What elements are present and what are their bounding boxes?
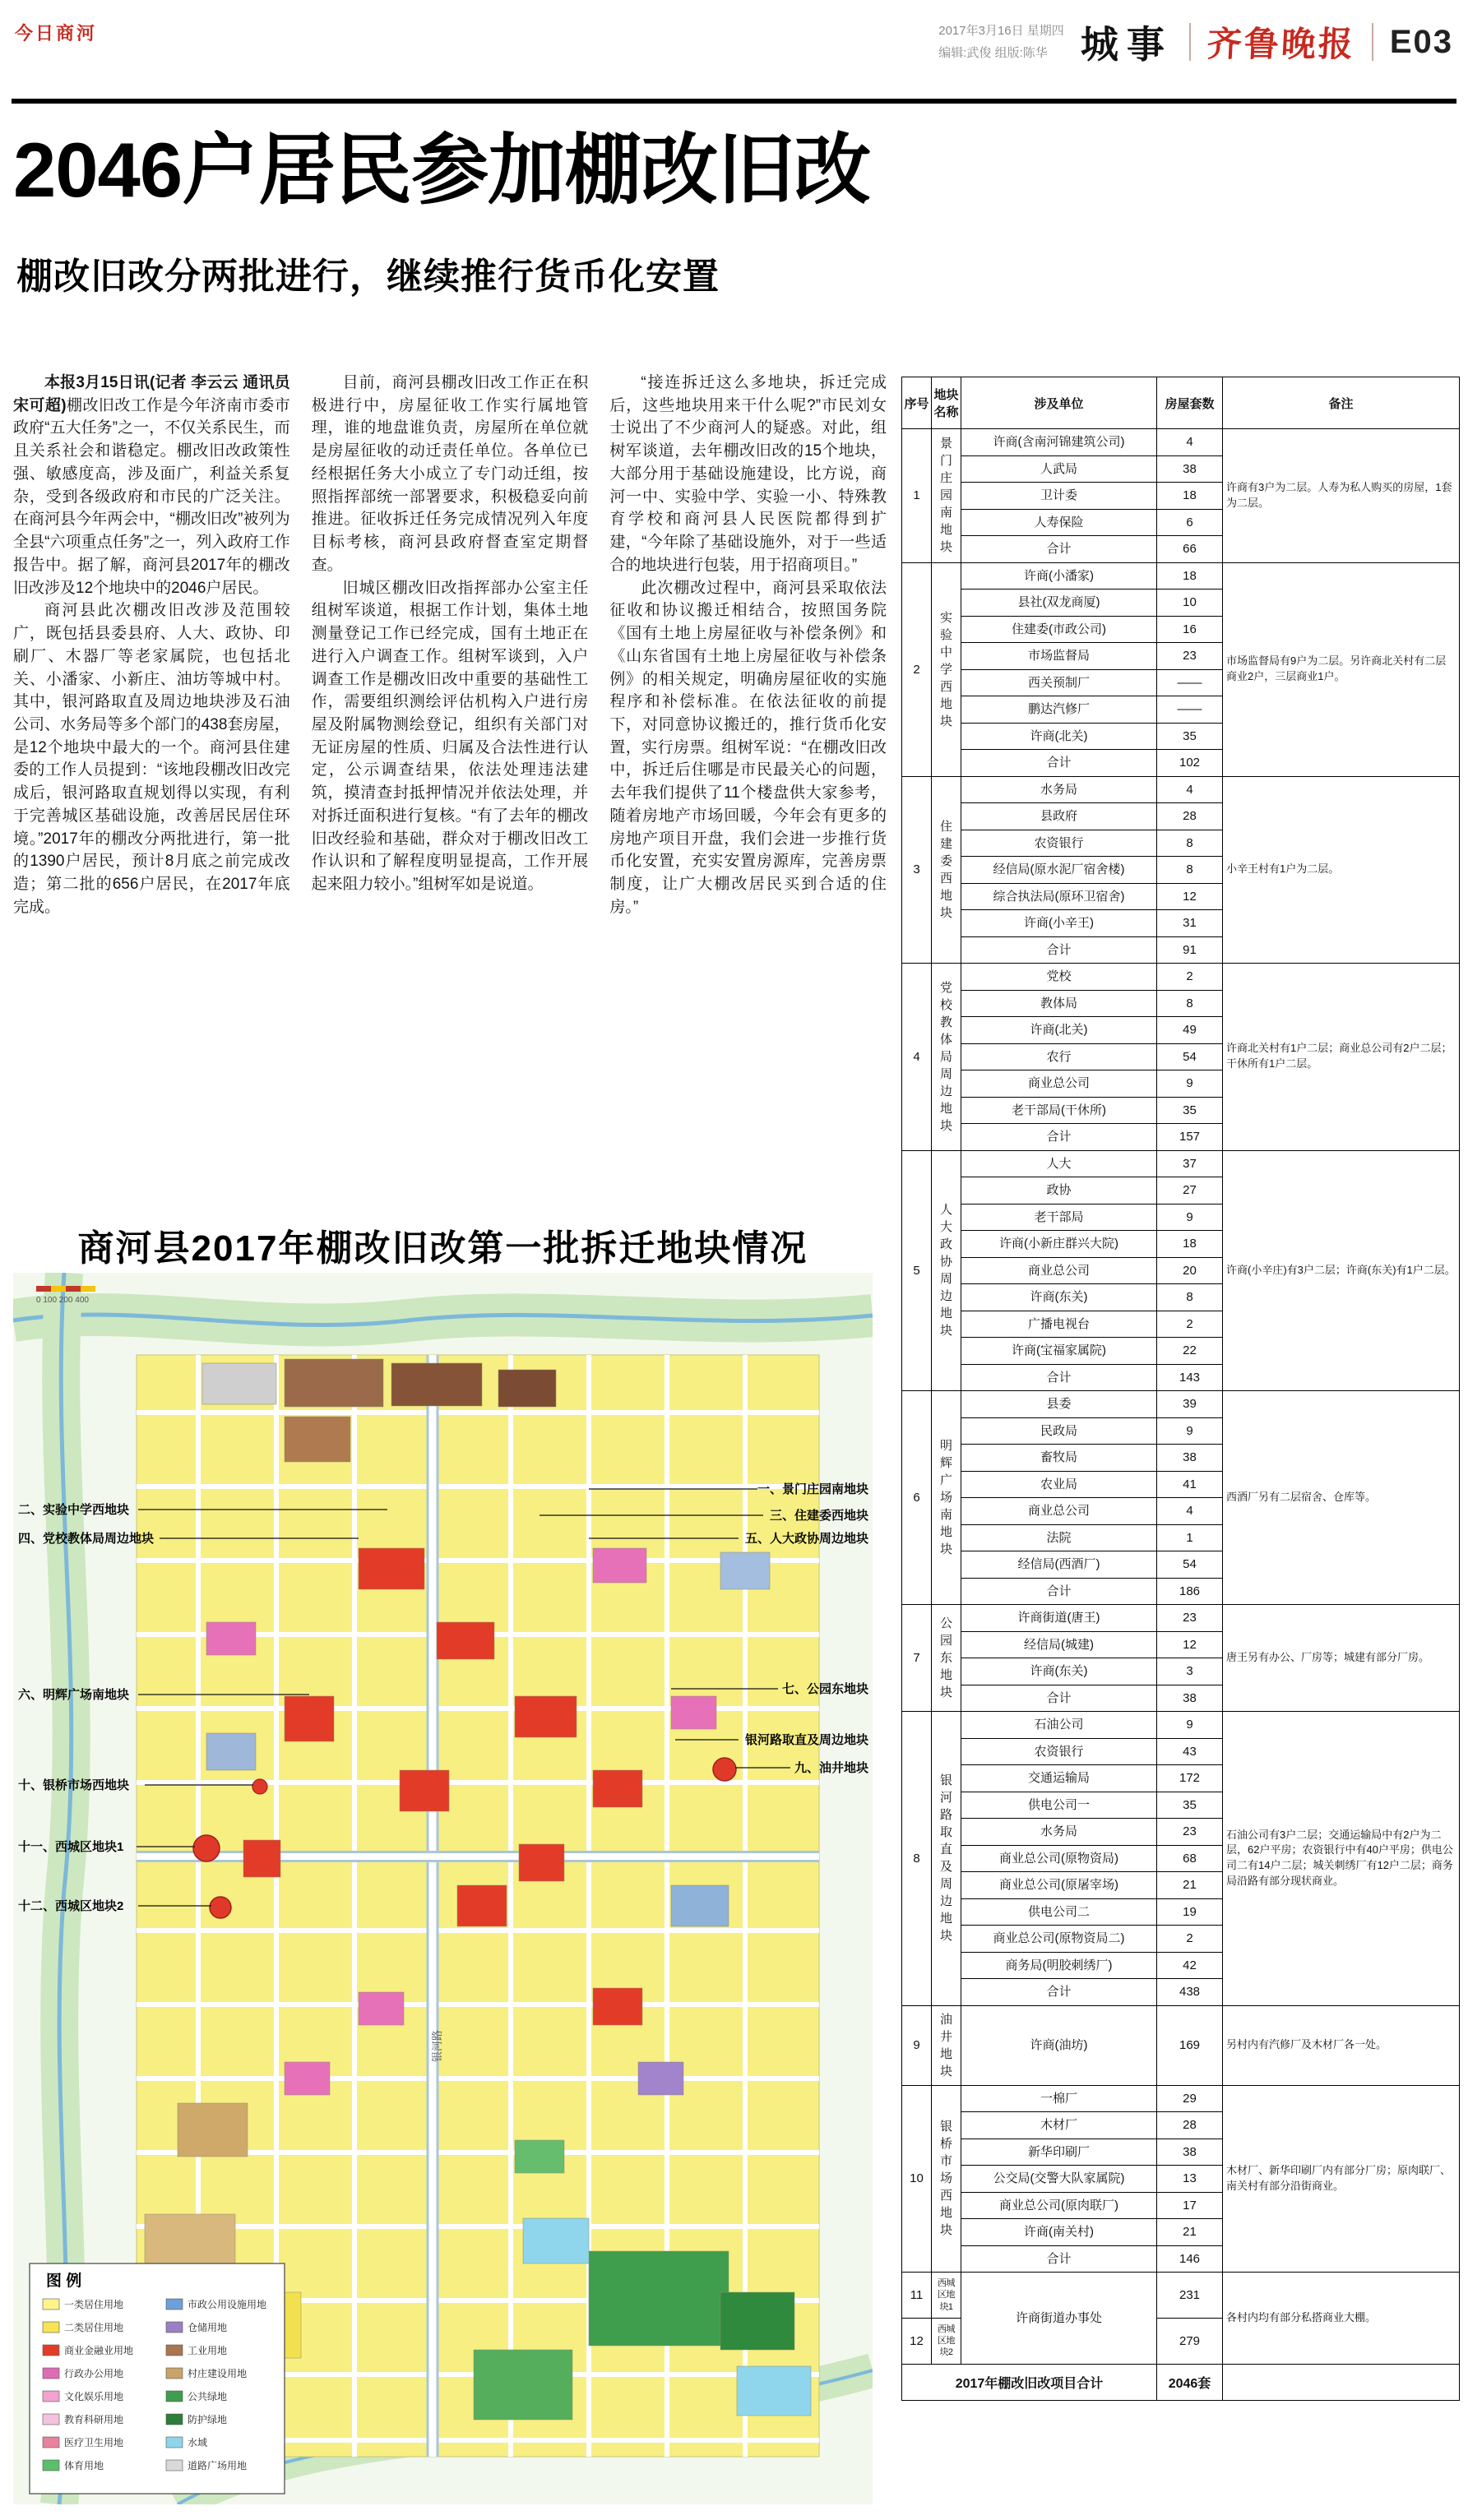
map-label: 三、住建委西地块 [769,1509,868,1523]
unit-name: 许商(小辛王) [961,910,1157,937]
unit-count: 1 [1157,1524,1223,1551]
legend-swatch [166,2460,183,2471]
unit-name: 石油公司 [961,1712,1157,1739]
unit-count: —— [1157,669,1223,696]
unit-name: 市场监督局 [961,643,1157,670]
map-label: 二、实验中学西地块 [18,1503,130,1517]
unit-count: 10 [1157,590,1223,617]
blocks-table [901,377,1460,2401]
unit-count: 49 [1157,1017,1223,1044]
unit-name: 人武局 [961,455,1157,483]
total-label: 合计 [961,1979,1157,2006]
unit-count: 31 [1157,910,1223,937]
block-note: 另村内有汽修厂及木材厂各一处。 [1223,2005,1460,2085]
map-label: 七、公园东地块 [781,1682,868,1696]
legend-label: 村庄建设用地 [188,2368,248,2379]
unit-name: 商业总公司(原物资局二) [961,1926,1157,1953]
unit-count: 35 [1157,723,1223,750]
unit-name: 农资银行 [961,830,1157,857]
map-label: 九、油井地块 [794,1761,868,1775]
unit-name: 商业总公司(原物资局) [961,1845,1157,1872]
unit-count: 6 [1157,509,1223,536]
unit-name: 许商(油坊) [961,2005,1157,2085]
unit-count: 4 [1157,1498,1223,1525]
unit-name: 畜牧局 [961,1445,1157,1472]
unit-name: 商业总公司(原肉联厂) [961,2192,1157,2219]
map-legend [30,2263,285,2494]
map-label: 十二、西城区地块2 [18,1899,124,1913]
map-label: 十、银桥市场西地块 [18,1778,130,1792]
legend-label: 医疗卫生用地 [64,2437,124,2448]
total-label: 合计 [961,1578,1157,1605]
unit-name: 西关预制厂 [961,669,1157,696]
article-paragraph: 目前，商河县棚改旧改工作正在积极进行中，房屋征收工作实行属地管理，谁的地盘谁负责，房屋所在单位就是房屋征收的动迁责任单位。各单位已经根据任务大小成立了专门动迁组，按照指挥部统一部署要求，积极稳妥向前推进。征收拆迁任务完成情况列入年度目标考核，商河县政府督查室定期督查。 [311,374,589,574]
unit-count: 8 [1157,1284,1223,1311]
unit-name: 供电公司一 [961,1792,1157,1819]
block-note: 唐王另有办公、厂房等；城建有部分厂房。 [1223,1605,1460,1712]
unit-name: 经信局(西酒厂) [961,1551,1157,1579]
unit-name: 许商(东关) [961,1284,1157,1311]
unit-count: 9 [1157,1204,1223,1231]
unit-name: 鹏达汽修厂 [961,696,1157,724]
unit-count: 41 [1157,1471,1223,1498]
block-no: 12 [902,2318,932,2364]
block-note: 许商(小辛庄)有3户二层；许商(东关)有1户二层。 [1223,1150,1460,1391]
unit-name: 县政府 [961,803,1157,830]
unit-count: 29 [1157,2085,1223,2112]
unit-count: 37 [1157,1150,1223,1177]
unit-name: 老干部局 [961,1204,1157,1231]
date-line: 2017年3月16日 星期四 [938,24,1064,38]
unit-name: 公交局(交警大队家属院) [961,2166,1157,2193]
unit-name: 许商(小新庄群兴大院) [961,1231,1157,1258]
table-row [902,1605,1460,1632]
total-label: 合计 [961,2245,1157,2273]
unit-name: 许商(宝福家属院) [961,1338,1157,1365]
unit-name: 县社(双龙商厦) [961,590,1157,617]
block-name: 公园东地块 [932,1605,961,1712]
legend-swatch [43,2460,59,2471]
table-row [902,776,1460,803]
unit-name: 卫计委 [961,483,1157,510]
table-row [902,2273,1460,2319]
unit-name: 民政局 [961,1417,1157,1445]
blocks-table-wrap [901,377,1459,2401]
byline: 本报3月15日讯(记者 李云云 通讯员 宋可超) [13,374,290,414]
table-row [902,1712,1460,1739]
table-footer-row [902,2364,1460,2400]
map-label: 十一、西城区地块1 [18,1840,124,1854]
editors-line: 编辑:武俊 组版:陈华 [938,46,1048,60]
unit-count: 231 [1157,2273,1223,2319]
unit-name: 一棉厂 [961,2085,1157,2112]
table-row [902,562,1460,590]
block-no: 6 [902,1391,932,1605]
unit-count: 12 [1157,1631,1223,1658]
unit-count: 54 [1157,1043,1223,1070]
total-count: 91 [1157,936,1223,964]
top-rule [12,99,1456,104]
table-header-row [902,377,1460,429]
unit-name: 经信局(城建) [961,1631,1157,1658]
legend-swatch [166,2368,183,2379]
total-label: 合计 [961,1685,1157,1712]
table-row [902,1150,1460,1177]
total-count: 66 [1157,536,1223,563]
block-no: 10 [902,2085,932,2273]
unit-name: 商业总公司(原屠宰场) [961,1872,1157,1899]
unit-name: 水务局 [961,776,1157,803]
paper-logo: 齐鲁晚报 [1206,25,1356,63]
legend-label: 商业金融业用地 [64,2345,134,2356]
map-label: 五、人大政协周边地块 [744,1532,868,1546]
masthead-right [938,15,1453,69]
unit-count: 2 [1157,964,1223,991]
article-paragraph: 旧城区棚改旧改指挥部办公室主任组树军谈道，根据工作计划，集体土地测量登记工作已经完成，国有土地正在进行入户调查工作。组树军谈到，入户调查工作是棚改旧改中重要的基础性工作，需要组织测绘评估机构入户进行房屋及附属物测绘登记，组织有关部门对无证房屋的性质、归属及合法性进行认定，公示调查结果，依法处理违法建筑，摸清查封抵押情况并依法处理，并对拆迁面积进行复核。“有了去年的棚改旧改经验和基础，群众对于棚改旧改工作认识和了解程度明显提高，工作开展起来阻力较小。”组树军如是说道。 [311,579,589,894]
unit-name: 经信局(原水泥厂宿舍楼) [961,857,1157,884]
unit-count: 3 [1157,1658,1223,1685]
legend-label: 工业用地 [188,2345,228,2356]
legend-swatch [43,2299,59,2310]
unit-count: 8 [1157,857,1223,884]
footer-total: 2046套 [1157,2364,1223,2400]
planning-map [13,1273,873,2504]
total-label: 合计 [961,1364,1157,1391]
unit-count: 13 [1157,2166,1223,2193]
map-label: 一、景门庄园南地块 [757,1482,868,1496]
block-note: 木材厂、新华印刷厂内有部分厂房；原肉联厂、南关村有部分沿街商业。 [1223,2085,1460,2273]
legend-label: 体育用地 [64,2460,104,2471]
legend-swatch [166,2322,183,2333]
legend-swatch [43,2345,59,2356]
block-note: 西酒厂另有二层宿舍、仓库等。 [1223,1391,1460,1605]
brand-left: 今日商河 [15,23,98,44]
unit-name: 许商(北关) [961,723,1157,750]
page-number: E03 [1389,23,1453,60]
unit-count: 16 [1157,616,1223,643]
unit-count: 2 [1157,1311,1223,1338]
legend-swatch [43,2391,59,2402]
unit-count: 35 [1157,1097,1223,1124]
unit-count: 4 [1157,776,1223,803]
date-block [938,20,1064,64]
total-count: 146 [1157,2245,1223,2273]
unit-count: 23 [1157,643,1223,670]
svg-text:0 100 200 400: 0 100 200 400 [36,1296,89,1305]
unit-count: 23 [1157,1605,1223,1632]
table-row [902,1391,1460,1418]
legend-label: 仓储用地 [188,2322,228,2333]
legend-label: 道路广场用地 [188,2460,248,2471]
unit-count: 17 [1157,2192,1223,2219]
unit-count: 43 [1157,1738,1223,1765]
unit-count: 23 [1157,1819,1223,1846]
legend-swatch [43,2368,59,2379]
article-paragraph: 此次棚改过程中，商河县采取依法征收和协议搬迁相结合，按照国务院《国有土地上房屋征收与补偿条例》和《山东省国有土地上房屋征收与补偿条例》的相关规定，明确房屋征收的实施程序和补偿标准。在依法征收的前提下，对同意协议搬迁的，推行货币化安置，实行房票。组树军说：“在棚改旧改中，拆迁后住哪是市民最关心的问题，去年我们提供了11个楼盘供大家参考，随着房地产市场回暖，今年会有更多的房地产项目开盘，我们会进一步推行货币化安置，充实安置房源库，完善房票制度，让广大棚改居民买到合适的住房。” [609,579,887,916]
masthead-divider [1372,23,1373,61]
total-count: 186 [1157,1578,1223,1605]
footer-label: 2017年棚改旧改项目合计 [902,2364,1157,2400]
unit-count: 54 [1157,1551,1223,1579]
unit-count: 20 [1157,1257,1223,1284]
unit-name: 新华印刷厂 [961,2139,1157,2166]
unit-count: 21 [1157,1872,1223,1899]
unit-count: 19 [1157,1898,1223,1926]
unit-name: 许商街道办事处 [961,2273,1157,2365]
map-label: 六、明辉广场南地块 [18,1688,130,1702]
unit-name: 县委 [961,1391,1157,1418]
total-label: 合计 [961,1124,1157,1151]
unit-name: 人大 [961,1150,1157,1177]
legend-swatch [166,2437,183,2448]
unit-count: 18 [1157,483,1223,510]
total-count: 102 [1157,750,1223,777]
legend-label: 教育科研用地 [64,2414,124,2425]
total-label: 合计 [961,936,1157,964]
unit-name: 教体局 [961,990,1157,1017]
unit-count: 35 [1157,1792,1223,1819]
block-name: 住建委西地块 [932,776,961,964]
unit-count: 8 [1157,990,1223,1017]
block-no: 9 [902,2005,932,2085]
block-name: 银河路取直及周边地块 [932,1712,961,2006]
map-scale-bar [36,1286,95,1305]
unit-count: 9 [1157,1417,1223,1445]
article-paragraph: 商河县此次棚改旧改涉及范围较广，既包括县委县府、人大、政协、印刷厂、木器厂等老家属院，也包括北关、小潘家、小新庄、油坊等城中村。其中，银河路取直及周边地块涉及石油公司、水务局等多个部门的438套房屋，是12个地块中最大的一个。商河县住建委的工作人员提到：“该地段棚改旧改完成后，银河路取直规划得以实现，有利于完善城区基础设施，改善居民居住环境。”2017年的棚改分两批进行，第一批的1390户居民，预计8月底之前完成改造；第二批的656户居民，在2017年底完成。 [13,602,290,916]
road-name-label: 银河路 [431,2029,443,2062]
legend-swatch [43,2414,59,2425]
block-no: 11 [902,2273,932,2319]
block-no: 1 [902,429,932,563]
unit-name: 许商(含南河锦建筑公司) [961,429,1157,456]
unit-count: —— [1157,696,1223,724]
block-name: 明辉广场南地块 [932,1391,961,1605]
unit-count: 12 [1157,883,1223,910]
legend-swatch [166,2391,183,2402]
unit-name: 党校 [961,964,1157,991]
block-no: 8 [902,1712,932,2006]
unit-count: 2 [1157,1926,1223,1953]
col-header-unit: 涉及单位 [961,377,1157,429]
legend-label: 一类居住用地 [64,2299,124,2310]
unit-count: 38 [1157,2139,1223,2166]
block-note: 小辛王村有1户为二层。 [1223,776,1460,964]
unit-count: 9 [1157,1712,1223,1739]
map-label: 银河路取直及周边地块 [744,1733,868,1747]
unit-name: 交通运输局 [961,1765,1157,1792]
block-name: 银桥市场西地块 [932,2085,961,2273]
map-title: 商河县2017年棚改旧改第一批拆迁地块情况 [77,1228,808,1269]
unit-count: 8 [1157,830,1223,857]
unit-count: 28 [1157,803,1223,830]
total-count: 157 [1157,1124,1223,1151]
unit-count: 42 [1157,1952,1223,1979]
legend-swatch [166,2299,183,2310]
section-title: 城事 [1080,23,1173,66]
table-row [902,429,1460,456]
block-no: 3 [902,776,932,964]
unit-count: 27 [1157,1177,1223,1205]
unit-count: 38 [1157,455,1223,483]
block-note: 许商有3户为二层。人寿为私人购买的房屋，1套为二层。 [1223,429,1460,563]
unit-count: 39 [1157,1391,1223,1418]
block-no: 7 [902,1605,932,1712]
article-paragraph: 本报3月15日讯(记者 李云云 通讯员 宋可超)棚改旧改工作是今年济南市委市政府“五大任务”之一，不仅关系民生，而且关系社会和谐稳定。棚改旧改政策性强、敏感度高，涉及面广，利益关系复杂，受到各级政府和市民的广泛关注。在商河县今年两会中，“棚改旧改”被列为全县“六项重点任务”之一，列入政府工作报告中。据了解，商河县2017年的棚改旧改涉及12个地块中的2046户居民。 [13,374,290,597]
unit-name: 商业总公司 [961,1257,1157,1284]
col-header-no: 序号 [902,377,932,429]
legend-title: 图 例 [46,2273,82,2290]
unit-name: 农业局 [961,1471,1157,1498]
footer-note [1223,2364,1460,2400]
legend-label: 公共绿地 [188,2391,228,2402]
block-name: 油井地块 [932,2005,961,2085]
masthead-divider [1189,23,1191,61]
col-header-name: 地块名称 [932,377,961,429]
legend-swatch [166,2345,183,2356]
masthead [0,12,1468,82]
block-name: 景门庄园南地块 [932,429,961,563]
unit-count: 22 [1157,1338,1223,1365]
legend-label: 二类居住用地 [64,2322,124,2333]
unit-count: 38 [1157,1445,1223,1472]
block-note: 石油公司有3户二层；交通运输局中有2户为二层，62户平房；农资银行中有40户平房；供电公司二有14户二层；城关刺绣厂有12户二层；商务局沿路有部分现状商业。 [1223,1712,1460,2006]
block-name: 实验中学西地块 [932,562,961,776]
map-label: 四、党校教体局周边地块 [18,1532,155,1546]
unit-name: 广播电视台 [961,1311,1157,1338]
block-no: 4 [902,964,932,1151]
unit-count: 68 [1157,1845,1223,1872]
unit-count: 172 [1157,1765,1223,1792]
block-name: 西城区地块1 [932,2273,961,2319]
total-label: 合计 [961,536,1157,563]
unit-name: 住建委(市政公司) [961,616,1157,643]
unit-count: 18 [1157,1231,1223,1258]
unit-name: 供电公司二 [961,1898,1157,1926]
table-row [902,964,1460,991]
legend-label: 文化娱乐用地 [64,2391,124,2402]
unit-count: 18 [1157,562,1223,590]
unit-name: 许商(小潘家) [961,562,1157,590]
unit-name: 农资银行 [961,1738,1157,1765]
unit-count: 21 [1157,2219,1223,2246]
total-count: 38 [1157,1685,1223,1712]
article-paragraph: “接连拆迁这么多地块，拆迁完成后，这些地块用来干什么呢?”市民刘女士说出了不少商河人的疑惑。对此，组树军谈道，去年棚改旧改的15个地块，大部分用于基础设施建设，比方说，商河一中、实验中学、实验一小、特殊教育学校和商河县人民医院都得到扩建，“今年除了基础设施外，对于一些适合的地块进行包装，用于招商项目。” [609,374,887,574]
block-name: 西城区地块2 [932,2318,961,2364]
unit-name: 综合执法局(原环卫宿舍) [961,883,1157,910]
unit-count: 279 [1157,2318,1223,2364]
main-headline: 2046户居民参加棚改旧改 [13,127,871,213]
legend-label: 水域 [188,2437,208,2448]
unit-name: 农行 [961,1043,1157,1070]
unit-name: 许商(东关) [961,1658,1157,1685]
unit-name: 木材厂 [961,2112,1157,2139]
unit-name: 法院 [961,1524,1157,1551]
unit-name: 许商(北关) [961,1017,1157,1044]
block-note: 各村内均有部分私搭商业大棚。 [1223,2273,1460,2365]
table-row [902,2005,1460,2085]
legend-label: 防护绿地 [188,2414,228,2425]
legend-label: 市政公用设施用地 [188,2299,267,2310]
total-label: 合计 [961,750,1157,777]
unit-count: 169 [1157,2005,1223,2085]
block-name: 人大政协周边地块 [932,1150,961,1391]
unit-name: 商业总公司 [961,1498,1157,1525]
blocks-table-body [902,429,1460,2401]
total-count: 143 [1157,1364,1223,1391]
block-name: 党校教体局周边地块 [932,964,961,1151]
block-no: 5 [902,1150,932,1391]
legend-label: 行政办公用地 [64,2368,124,2379]
unit-name: 人寿保险 [961,509,1157,536]
unit-name: 政协 [961,1177,1157,1205]
unit-name: 老干部局(干休所) [961,1097,1157,1124]
legend-swatch [166,2414,183,2425]
unit-count: 4 [1157,429,1223,456]
article-body [13,372,887,1209]
unit-name: 水务局 [961,1819,1157,1846]
block-note: 许商北关村有1户二层；商业总公司有2户二层；干休所有1户二层。 [1223,964,1460,1151]
sub-headline: 棚改旧改分两批进行，继续推行货币化安置 [16,257,720,297]
unit-count: 28 [1157,2112,1223,2139]
block-no: 2 [902,562,932,776]
unit-name: 商业总公司 [961,1070,1157,1098]
col-header-note: 备注 [1223,377,1460,429]
unit-count: 9 [1157,1070,1223,1098]
col-header-count: 房屋套数 [1157,377,1223,429]
table-row [902,2085,1460,2112]
unit-name: 商务局(明胶刺绣厂) [961,1952,1157,1979]
legend-swatch [43,2437,59,2448]
total-count: 438 [1157,1979,1223,2006]
legend-swatch [43,2322,59,2333]
unit-name: 许商(南关村) [961,2219,1157,2246]
block-note: 市场监督局有9户为二层。另许商北关村有二层商业2户，三层商业1户。 [1223,562,1460,776]
unit-name: 许商街道(唐王) [961,1605,1157,1632]
